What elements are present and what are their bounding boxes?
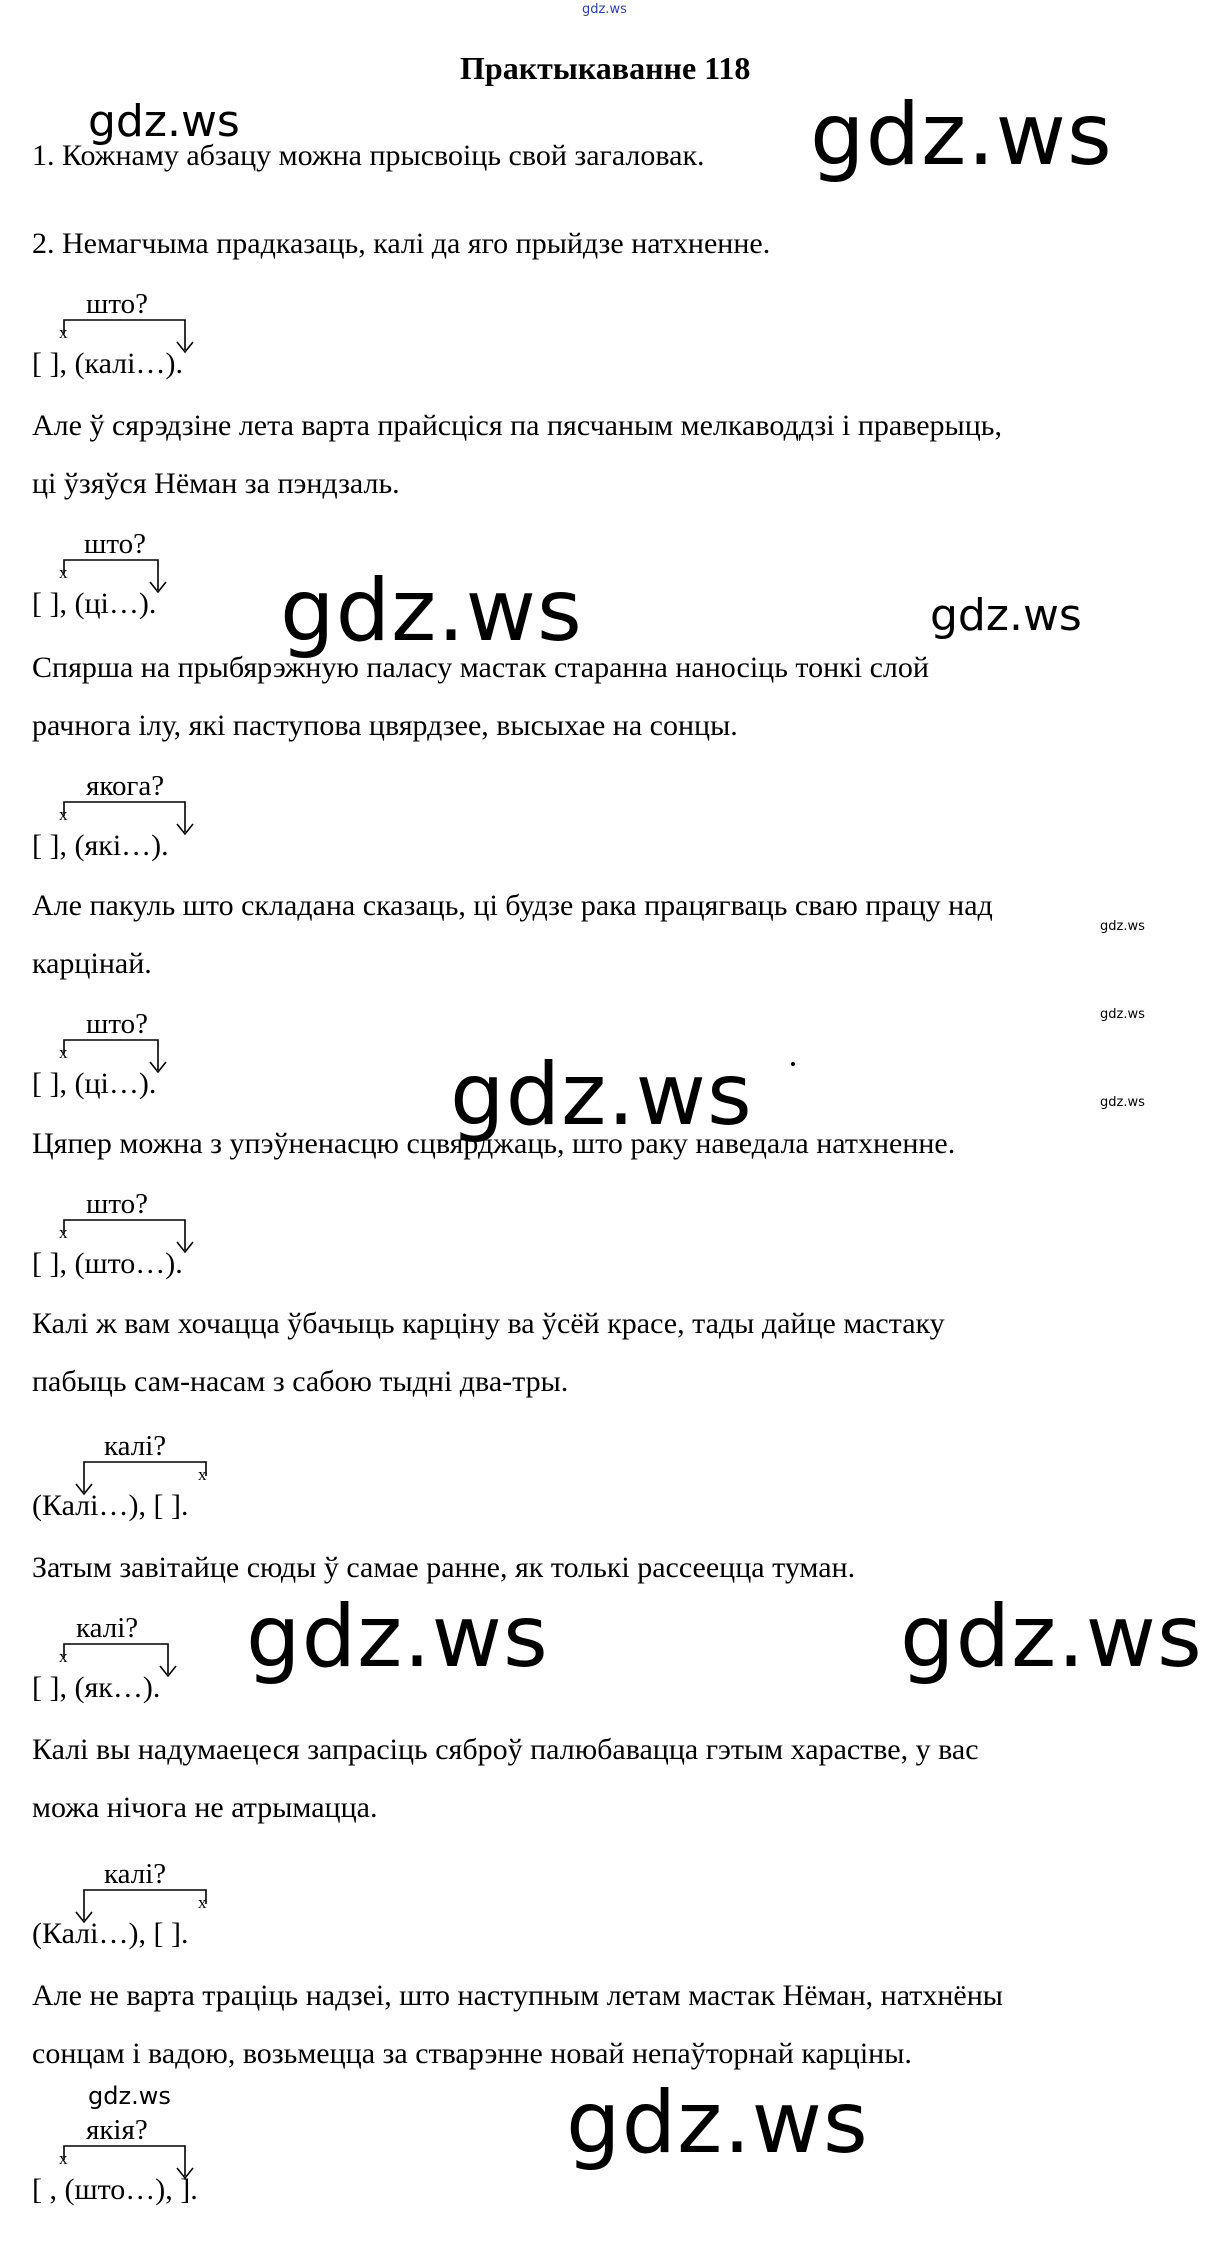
answer-item-1: 1. Кожнаму абзацу можна прысвоіць свой загаловак.: [32, 139, 705, 172]
paragraph-line: Але не варта траціць надзеі, што наступным летам мастак Нёман, натхнёны: [32, 1979, 1003, 2012]
scheme-formula: (Калі…), [ ].: [32, 1917, 189, 1950]
scheme-question: якога?: [86, 770, 165, 802]
scheme-question: калі?: [104, 1430, 167, 1462]
paragraph-line: сонцам і вадою, возьмецца за стварэнне новай непаўторнай карціны.: [32, 2037, 912, 2070]
subject-marker: x: [59, 1223, 68, 1242]
paragraph-line: Але пакуль што складана сказаць, ці будзе рака працягваць сваю працу над: [32, 889, 993, 922]
subject-marker: x: [59, 2149, 68, 2168]
scheme-question: калі?: [104, 1858, 167, 1890]
paragraph-line: Але ў сярэдзіне лета варта прайсціся па пясчаным мелкаводдзі і праверыць,: [32, 409, 1002, 442]
paragraph-line: Калі ж вам хочацца ўбачыць карціну ва ўсёй красе, тады дайце мастаку: [32, 1307, 945, 1340]
watermark: gdz.ws: [280, 561, 583, 661]
subject-marker: x: [198, 1893, 207, 1912]
scheme-formula: [ ], (як…).: [32, 1671, 161, 1704]
watermark: gdz.ws: [930, 590, 1082, 641]
scheme-formula: [ ], (ці…).: [32, 1067, 157, 1100]
watermark: gdz.ws: [1100, 1095, 1145, 1110]
paragraph-line: Затым завітайце сюды ў самае ранне, як толькі рассеецца туман.: [32, 1551, 856, 1584]
scheme-formula: [ ], (што…).: [32, 1247, 183, 1280]
scheme-formula: (Калі…), [ ].: [32, 1489, 189, 1522]
watermark: gdz.ws: [450, 1045, 753, 1145]
paragraph-line: рачнога ілу, які паступова цвярдзее, высыхае на сонцы.: [32, 709, 738, 742]
watermark: gdz.ws: [810, 85, 1113, 185]
scheme-formula: [ ], (ці…).: [32, 587, 157, 620]
scheme-question: калі?: [76, 1612, 139, 1644]
paragraph-line: пабыць сам-насам з сабою тыдні два-тры.: [32, 1365, 569, 1398]
scheme-question: што?: [86, 1188, 148, 1220]
paragraph-line: можа нічога не атрымацца.: [32, 1791, 378, 1824]
scheme-question: якія?: [86, 2114, 148, 2146]
watermark: gdz.ws: [88, 96, 240, 147]
scheme-question: што?: [84, 528, 146, 560]
watermark: gdz.ws: [566, 2073, 869, 2173]
subject-marker: x: [59, 805, 68, 824]
subject-marker: x: [198, 1465, 207, 1484]
paragraph-line: карцінай.: [32, 947, 152, 980]
paragraph-line: Цяпер можна з упэўненасцю сцвярджаць, што раку наведала натхненне.: [32, 1127, 956, 1160]
subject-marker: x: [59, 323, 68, 342]
subject-marker: x: [59, 1647, 68, 1666]
watermark: gdz.ws: [1100, 919, 1145, 934]
watermark: gdz.ws: [1100, 1007, 1145, 1022]
page-title: Практыкаванне 118: [460, 50, 751, 86]
scheme-formula: [ ], (калі…).: [32, 347, 183, 380]
subject-marker: x: [59, 563, 68, 582]
watermark: gdz.ws: [246, 1587, 549, 1687]
watermark-top: gdz.ws: [582, 2, 627, 17]
paragraph-line: Спярша на прыбярэжную паласу мастак старанна наносіць тонкі слой: [32, 651, 929, 684]
scheme-formula: [ , (што…), ].: [32, 2173, 198, 2206]
stray-dot: [791, 1062, 795, 1066]
answer-item-2: 2. Немагчыма прадказаць, калі да яго прыйдзе натхненне.: [32, 227, 771, 260]
watermark: gdz.ws: [900, 1587, 1203, 1687]
subject-marker: x: [59, 1043, 68, 1062]
scheme-question: што?: [86, 1008, 148, 1040]
paragraph-line: Калі вы надумаецеся запрасіць сяброў палюбавацца гэтым харастве, у вас: [32, 1733, 979, 1766]
scheme-question: што?: [86, 288, 148, 320]
scheme-formula: [ ], (які…).: [32, 829, 169, 862]
paragraph-line: ці ўзяўся Нёман за пэндзаль.: [32, 467, 400, 500]
watermark: gdz.ws: [88, 2082, 171, 2110]
